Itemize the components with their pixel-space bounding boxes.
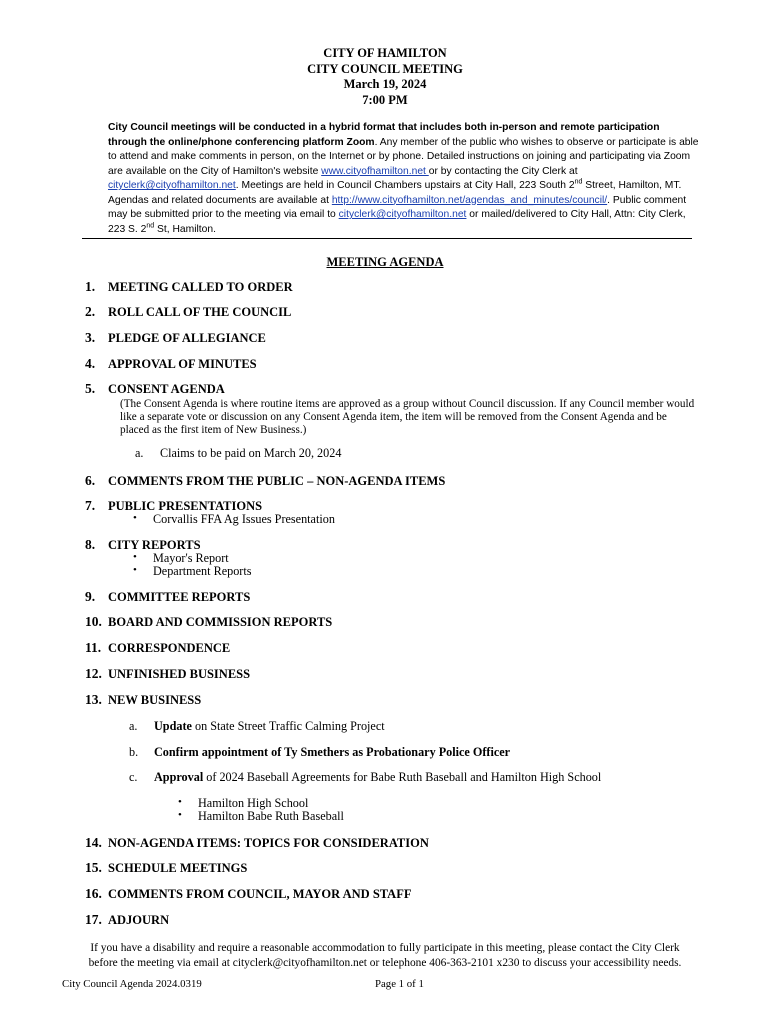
item-label: ROLL CALL OF THE COUNCIL [108, 305, 292, 319]
header-date: March 19, 2024 [343, 77, 427, 91]
sub-text: of 2024 Baseball Agreements for Babe Ruth Baseball and Hamilton High School [203, 770, 602, 784]
item-label: CITY REPORTS [108, 538, 201, 552]
bullet-icon: • [178, 796, 182, 808]
item-label: CORRESPONDENCE [108, 641, 231, 655]
agendas-link[interactable]: http://www.cityofhamilton.net/agendas_and_minutes/council/ [331, 194, 608, 206]
item-number: 10. [85, 614, 102, 629]
agenda-item-13 [85, 692, 201, 708]
item-label: CONSENT AGENDA [108, 382, 225, 396]
item-number: 11. [85, 640, 102, 655]
bullet-icon: • [178, 809, 182, 821]
agenda-item-10 [85, 614, 332, 630]
sub-label: a. [129, 719, 138, 733]
header-meeting: CITY COUNCIL MEETING [307, 61, 463, 76]
item-label: NEW BUSINESS [108, 693, 202, 707]
agenda-item-1 [85, 279, 293, 295]
bullet-text: Hamilton Babe Ruth Baseball [198, 809, 344, 823]
new-business-item-b [129, 745, 689, 761]
item-label: ADJOURN [108, 913, 170, 927]
clerk-email-link-2[interactable]: cityclerk@cityofhamilton.net [338, 209, 467, 220]
sub-text: Claims to be paid on March 20, 2024 [160, 446, 342, 460]
intro-sup-1: nd [574, 178, 583, 186]
document-header [0, 46, 770, 108]
website-link[interactable]: www.cityofhamilton.net [321, 165, 429, 177]
agenda-item-6 [85, 473, 445, 489]
item-number: 17. [85, 912, 102, 927]
intro-bold-1: City Council meetings will be conducted in a hybrid format that includes both in-person and remote participation through [108, 122, 660, 148]
intro-paragraph [108, 121, 700, 237]
accessibility-note-line-1: If you have a disability and require a reasonable accommodation to fully participate in this meeting, please contact the City Clerk [90, 942, 680, 954]
header-time: 7:00 PM [362, 92, 408, 107]
sub-text: on State Street Traffic Calming Project [191, 719, 385, 733]
presentation-bullet [133, 512, 433, 528]
item-label: BOARD AND COMMISSION REPORTS [108, 615, 333, 629]
sub-bold: Confirm appointment of Ty Smethers as Probationary Police Officer [154, 745, 511, 759]
item-number: 16. [85, 886, 102, 901]
bullet-icon: • [133, 551, 137, 563]
agenda-item-2 [85, 304, 291, 320]
item-number: 15. [85, 860, 102, 875]
new-business-item-a [129, 719, 689, 735]
item-label: APPROVAL OF MINUTES [108, 357, 257, 371]
item-number: 1. [85, 279, 96, 294]
item-label: SCHEDULE MEETINGS [108, 861, 248, 875]
clerk-email-link[interactable]: cityclerk@cityofhamilton.net [108, 180, 236, 191]
intro-text-3: . Meetings are held in Council Chambers upstairs at City Hall, 223 South 2 [235, 180, 575, 191]
intro-bold-2: the online/phone conferencing platform Zoom [149, 136, 375, 148]
item-number: 5. [85, 381, 96, 396]
agenda-item-3 [85, 330, 266, 346]
item-number: 13. [85, 692, 102, 707]
footer-doc-id: City Council Agenda 2024.0319 [62, 978, 202, 990]
item-number: 8. [85, 537, 96, 552]
accessibility-note-line-2: before the meeting via email at cityclerk@cityofhamilton.net or telephone 406-363-2101 x230 to discuss your accessibility needs. [88, 956, 682, 969]
agenda-item-14 [85, 835, 429, 851]
item-number: 6. [85, 473, 96, 488]
item-label: COMMENTS FROM THE PUBLIC – NON-AGENDA ITEMS [108, 474, 446, 488]
item-label: UNFINISHED BUSINESS [108, 667, 251, 681]
item-number: 3. [85, 330, 96, 345]
new-business-item-c [129, 770, 729, 786]
divider-line [82, 238, 692, 239]
agenda-item-17 [85, 912, 169, 928]
agenda-item-12 [85, 666, 250, 682]
bullet-icon: • [133, 512, 137, 524]
sub-bold: Approval [154, 770, 204, 784]
agenda-item-5 [85, 381, 225, 397]
intro-text-5: . Public comment may be submitted prior to the meeting via email to [108, 194, 687, 220]
item-label: COMMITTEE REPORTS [108, 590, 251, 604]
agenda-item-9 [85, 589, 250, 605]
city-report-bullet-2 [133, 564, 433, 580]
consent-sub-item-a [135, 446, 535, 462]
header-city: CITY OF HAMILTON [323, 46, 447, 60]
footer-page-number: Page 1 of 1 [375, 978, 424, 990]
agenda-item-16 [85, 886, 411, 902]
item-number: 7. [85, 498, 96, 513]
bullet-text: Hamilton High School [198, 796, 309, 810]
intro-text-6: or mailed/delivered to City Hall, Attn: City Clerk, 223 S. 2 [108, 209, 686, 235]
item-number: 9. [85, 589, 96, 604]
item-label: PLEDGE OF ALLEGIANCE [108, 331, 266, 345]
intro-text-4: Street, Hamilton, MT. Agendas and related documents are available at [108, 180, 682, 206]
item-label: MEETING CALLED TO ORDER [108, 280, 293, 294]
consent-agenda-note: (The Consent Agenda is where routine items are approved as a group without Council discussion. If any Council member would like a separate vote or discussion on any Consent Agenda item, the item will be removed from the Consent Agenda and be placed as the first item of New Business.) [120, 398, 695, 436]
sub-label: a. [135, 446, 144, 460]
bullet-text: Mayor's Report [153, 551, 229, 565]
item-label: NON-AGENDA ITEMS: TOPICS FOR CONSIDERATION [108, 836, 429, 850]
item-number: 14. [85, 835, 102, 850]
intro-text-2: or by contacting the City Clerk at [428, 165, 578, 177]
agenda-item-11 [85, 640, 230, 656]
sub-label: c. [129, 770, 138, 784]
item-number: 4. [85, 356, 96, 371]
sub-label: b. [129, 745, 139, 759]
bullet-text: Corvallis FFA Ag Issues Presentation [153, 512, 335, 526]
bullet-icon: • [133, 564, 137, 576]
intro-sup-2: nd [146, 222, 155, 230]
item-label: PUBLIC PRESENTATIONS [108, 499, 263, 513]
agenda-item-15 [85, 860, 247, 876]
bullet-text: Department Reports [153, 564, 252, 578]
item-number: 12. [85, 666, 102, 681]
item-number: 2. [85, 304, 96, 319]
intro-text-7: St, Hamilton. [154, 223, 216, 235]
baseball-bullet-2 [178, 809, 478, 825]
item-label: COMMENTS FROM COUNCIL, MAYOR AND STAFF [108, 887, 412, 901]
agenda-item-4 [85, 356, 257, 372]
accessibility-note [0, 941, 770, 970]
sub-bold: Update [154, 719, 192, 733]
agenda-title: MEETING AGENDA [326, 255, 444, 269]
intro-text-1: . Any member of the public who wishes to observe or participate is able to attend and make comments in person, on the Internet or by phone. Detailed instructions on joining and participating via Zoom are available on the City of Hamilton's website [108, 136, 699, 177]
